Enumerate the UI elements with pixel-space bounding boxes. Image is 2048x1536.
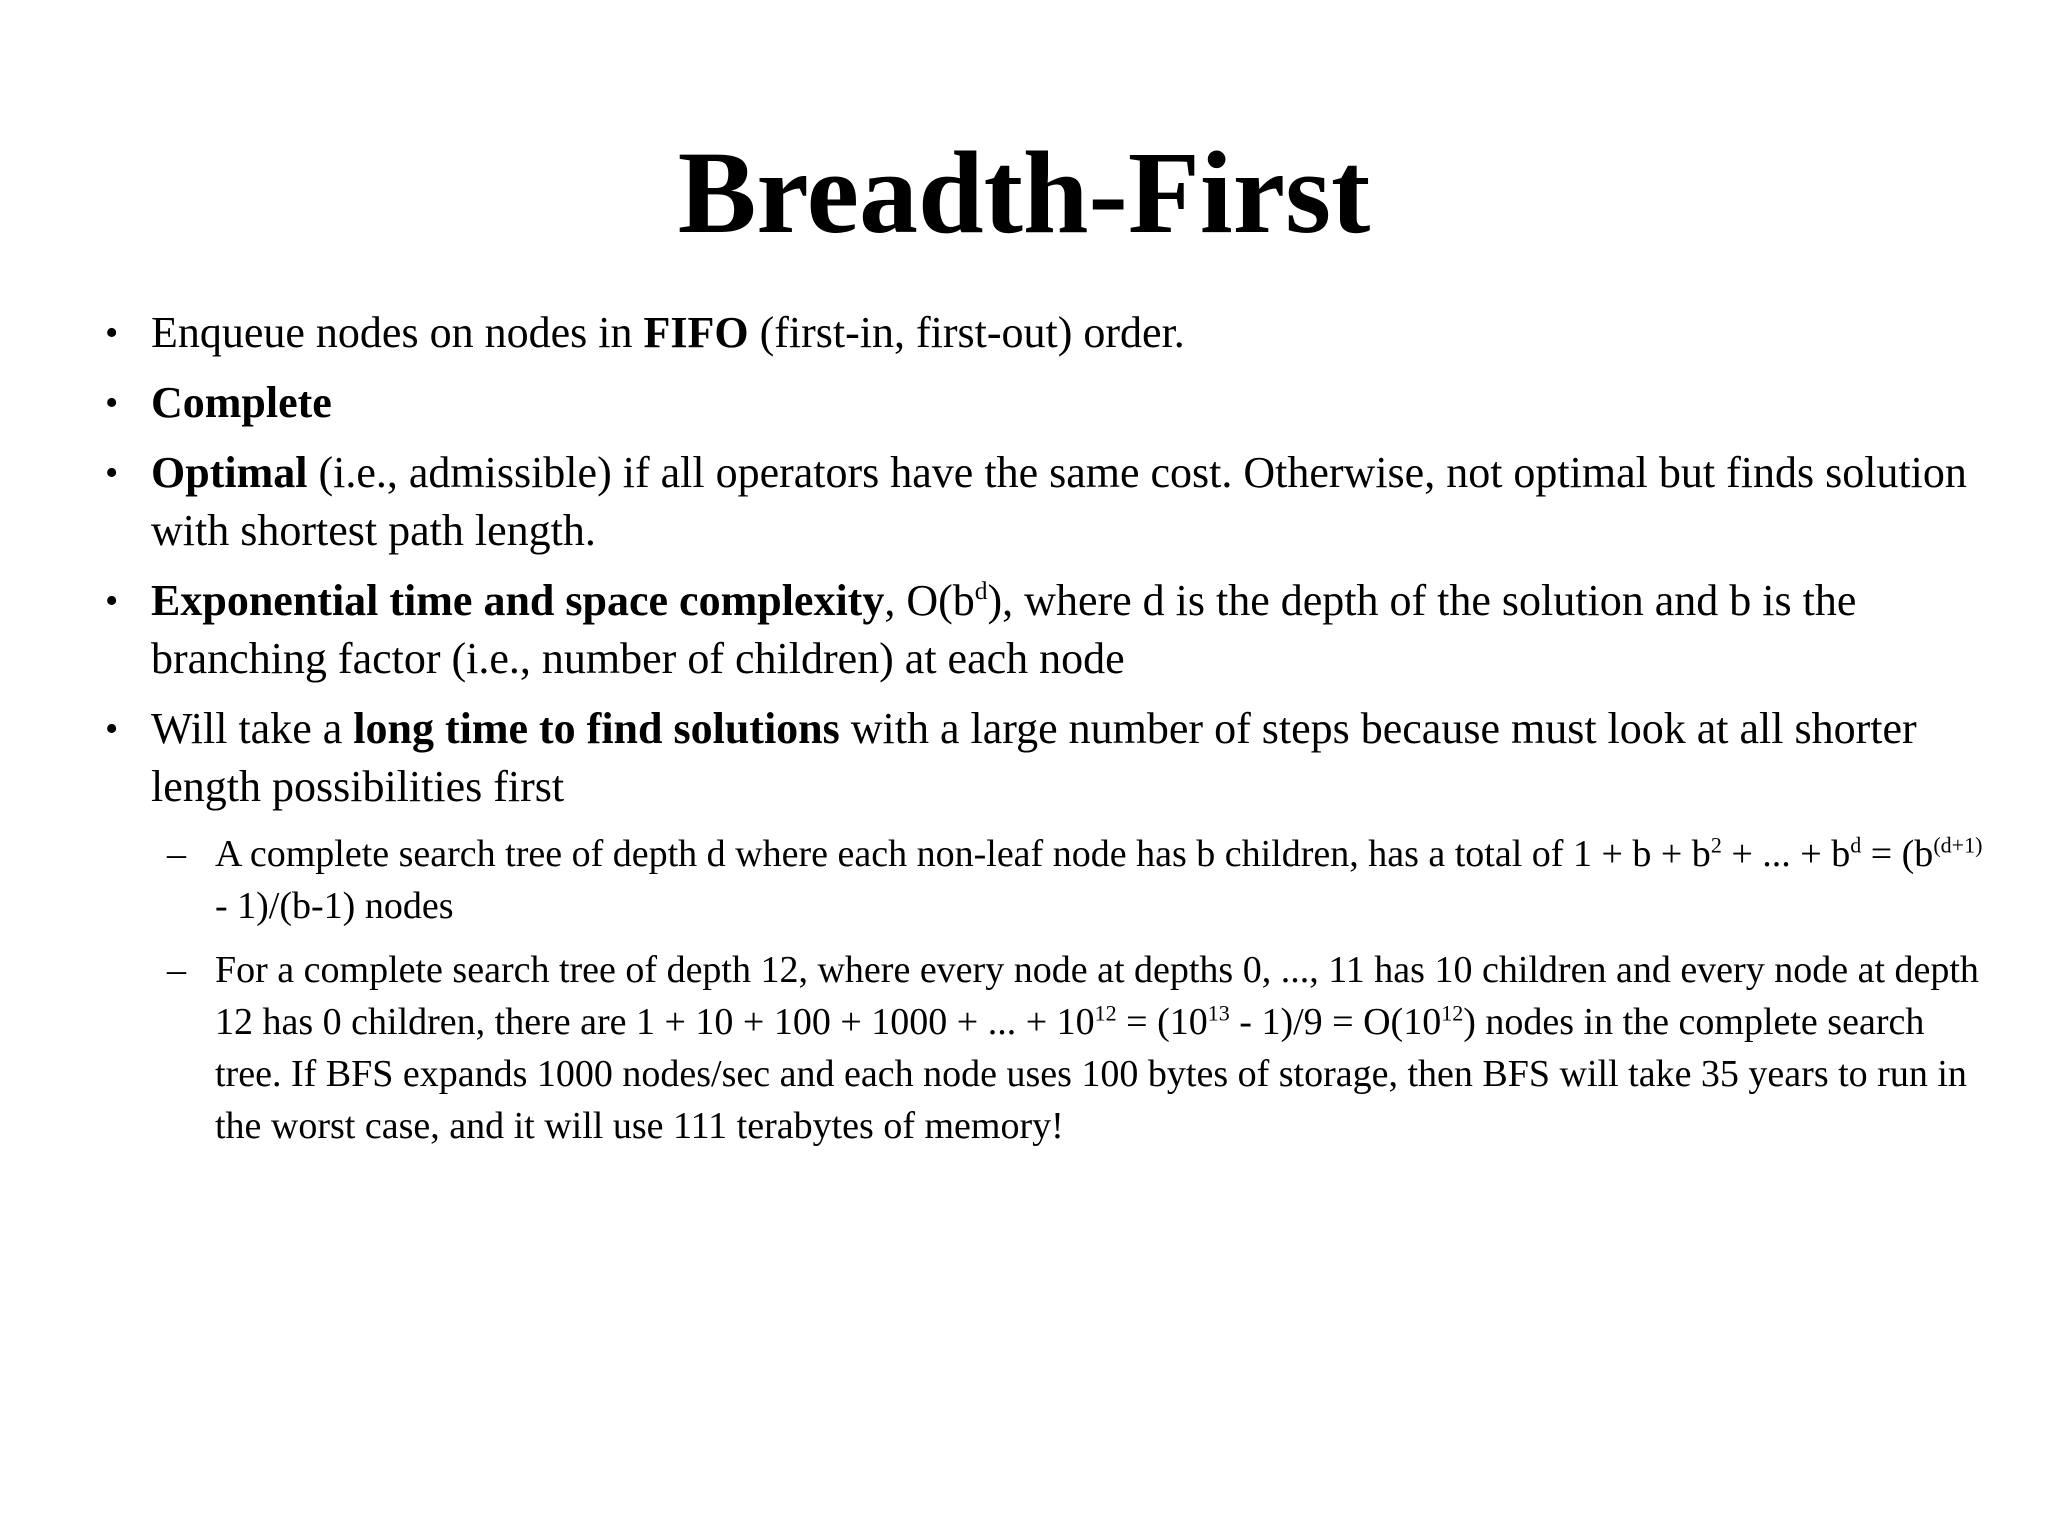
- sub-bullet-item-example: [105, 944, 1995, 1152]
- superscript: (d+1): [1933, 832, 1983, 858]
- bullet-text: ), where d is the depth of the solution and b is the branching factor (i.e., number of children) at each node: [151, 576, 1857, 683]
- bullet-item-long-time: [105, 700, 1995, 816]
- bullet-list: [105, 304, 1995, 1164]
- sub-bullet-text: A complete search tree of depth d where each non-leaf node has b children, has a total of 1 + b + b: [215, 833, 1711, 875]
- dash-icon: –: [167, 949, 186, 991]
- bullet-dot-icon: •: [105, 580, 119, 622]
- slide-title: Breadth-First: [677, 127, 1371, 258]
- bullet-item-complexity: [105, 572, 1995, 688]
- superscript: 2: [1710, 832, 1722, 858]
- sub-bullet-text: For a complete search tree of depth 12, where every node at depths 0, ..., 11 has 10 children and every node at depth 12 has 0 children, there are 1 + 10 + 100 + 1000 + ... + 10: [215, 949, 1979, 1043]
- sub-bullet-text: - 1)/(b-1) nodes: [215, 885, 454, 927]
- sub-bullet-text: + ... + b: [1721, 833, 1851, 875]
- bullet-dot-icon: •: [105, 312, 119, 354]
- bullet-item-fifo: [105, 304, 1995, 362]
- bullet-dot-icon: •: [105, 708, 119, 750]
- bullet-bold-text: Complete: [151, 378, 332, 427]
- bullet-dot-icon: •: [105, 452, 119, 494]
- bullet-dot-icon: •: [105, 382, 119, 424]
- sub-bullet-item-node-count: [105, 828, 1995, 932]
- bullet-bold-text: FIFO: [643, 308, 749, 357]
- bullet-bold-text: long time to find solutions: [353, 704, 840, 753]
- bullet-item-complete: [105, 374, 1995, 432]
- sub-bullet-text: = (10: [1116, 1001, 1208, 1043]
- bullet-text: , O(b: [884, 576, 975, 625]
- sub-bullet-text: - 1)/9 = O(10: [1229, 1001, 1442, 1043]
- superscript: 13: [1207, 1000, 1230, 1026]
- superscript: 12: [1094, 1000, 1117, 1026]
- bullet-bold-text: Exponential time and space complexity: [151, 576, 885, 625]
- sub-bullet-list: [105, 828, 1995, 1152]
- bullet-bold-text: Optimal: [151, 448, 308, 497]
- bullet-text: (first-in, first-out) order.: [748, 308, 1185, 357]
- bullet-text: Enqueue nodes on nodes in: [151, 308, 644, 357]
- bullet-text: with a large number of steps because must look at all shorter length possibilities first: [151, 704, 1917, 811]
- dash-icon: –: [167, 833, 186, 875]
- superscript: 12: [1441, 1000, 1464, 1026]
- sub-bullet-text: ) nodes in the complete search tree. If BFS expands 1000 nodes/sec and each node uses 100 bytes of storage, then BFS will take 35 years to run in the worst case, and it will use 111 terabytes of memory!: [215, 1001, 1967, 1147]
- bullet-text: Will take a: [151, 704, 354, 753]
- superscript: d: [1850, 832, 1862, 858]
- bullet-text: (i.e., admissible) if all operators have the same cost. Otherwise, not optimal but finds solution with shortest path length.: [151, 448, 1967, 555]
- superscript: d: [974, 576, 988, 606]
- sub-bullet-text: = (b: [1861, 833, 1934, 875]
- bullet-item-optimal: [105, 444, 1995, 560]
